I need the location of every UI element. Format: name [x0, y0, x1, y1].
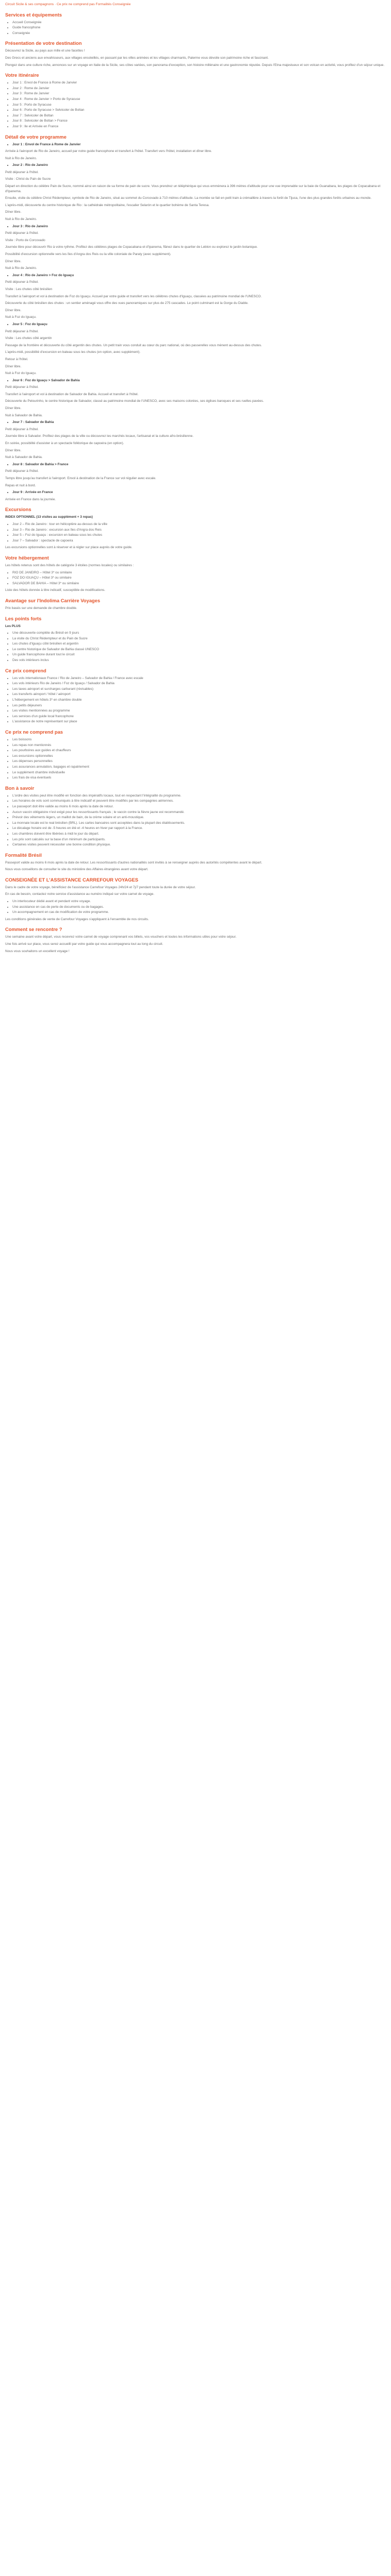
list-item: • FOZ DO IGUAÇU – Hôtel 3* ou similaire	[12, 575, 386, 581]
list-item: • Les pourboires aux guides et chauffeurs	[12, 748, 386, 753]
list-item: • Jour 5 : Porto de Syracuse	[12, 103, 386, 108]
list-item: • Les dépenses personnelles	[12, 759, 386, 764]
day-paragraph: Petit déjeuner à l'hôtel.	[5, 170, 39, 174]
hotels-note: Liste des hôtels donnée à titre indicatif, susceptible de modifications.	[5, 588, 105, 592]
page-intro: Circuit Sicile & ses compagnons · Ce prix ne comprend pas Formalités Conseignée	[5, 3, 131, 6]
conseil-list	[5, 899, 386, 915]
day-paragraph: Petit déjeuner à l'hôtel.	[5, 280, 39, 284]
day-heading-list	[5, 322, 386, 327]
day-paragraph: Passage de la frontière et découverte du côté argentin des chutes. Un petit train vous conduit au cœur du parc national, où des passerelles vous mènent au-dessus des chutes.	[5, 343, 262, 347]
day-block	[5, 273, 386, 320]
excursions-title: Excursions	[5, 506, 31, 513]
list-item: • Une découverte complète du Brésil en 9 jours	[12, 631, 386, 636]
excursions-intro: INDEX OPTIONNEL (13 visites au supplément + 3 repas)	[5, 515, 93, 519]
list-item: • Guide francophone	[12, 25, 386, 30]
list-item: • Le décalage horaire est de -5 heures en été et -4 heures en hiver par rapport à la France.	[12, 826, 386, 831]
list-item: • Conseignée	[12, 31, 386, 36]
day-paragraph: Dîner libre.	[5, 210, 22, 214]
list-item: • La monnaie locale est le real brésilien (BRL). Les cartes bancaires sont acceptées dans la plupart des établissements.	[12, 821, 386, 826]
day-paragraph: Journée libre pour découvrir Rio à votre rythme. Profitez des célèbres plages de Copacabana et d'Ipanema, flânez dans le quartier de Leblon ou explorez le jardin botanique.	[5, 245, 258, 249]
conseil-note: Les conditions générales de vente de Carrefour Voyages s'appliquent à l'ensemble de nos circuits.	[5, 917, 149, 921]
list-item: • Jour 7 : Selvicoler de Boltan	[12, 113, 386, 118]
list-item: • Les prix sont calculés sur la base d'un minimum de participants.	[12, 837, 386, 842]
day-block	[5, 378, 386, 418]
list-item: • RIO DE JANEIRO – Hôtel 3* ou similaire	[12, 570, 386, 575]
day-paragraph: Arrivée à l'aéroport de Rio de Janeiro, accueil par notre guide francophone et transfert à l'hôtel. Transfert vers l'hôtel, installation et dîner libre.	[5, 149, 212, 154]
day-paragraph: Petit déjeuner à l'hôtel.	[5, 231, 39, 235]
list-item: • SALVADOR DE BAHIA – Hôtel 3* ou similaire	[12, 581, 386, 586]
list-item: • Les petits déjeuners	[12, 703, 386, 708]
paragraph: Découvrez la Sicile, au pays aux mille et une facettes !	[5, 49, 85, 53]
presentation-title: Présentation de votre destination	[5, 40, 82, 46]
day-paragraph: Petit déjeuner à l'hôtel.	[5, 385, 39, 389]
list-item: • Les excursions optionnelles	[12, 754, 386, 759]
list-item: • Jour 5 – Foz do Iguaçu : excursion en bateau sous les chutes	[12, 533, 386, 538]
day-paragraph: En soirée, possibilité d'assister à un spectacle folklorique de capoeira (en option).	[5, 442, 124, 446]
day-heading: • Jour 5 : Foz do Iguaçu	[12, 322, 386, 327]
day-paragraph: Visite : Porto de Corcovado	[5, 238, 45, 242]
included-list	[5, 676, 386, 724]
list-item: • L'hébergement en hôtels 3* en chambre double	[12, 698, 386, 703]
page	[0, 0, 391, 966]
day-heading: • Jour 9 : Arrivée en France	[12, 490, 386, 495]
day-paragraph: Nuit à Rio de Janeiro.	[5, 156, 37, 160]
day-paragraph: Dîner libre.	[5, 364, 22, 368]
hotels-intro: Les hôtels retenus sont des hôtels de catégorie 3 étoiles (normes locales) ou similaires :	[5, 563, 134, 567]
day-block	[5, 490, 386, 502]
day-heading-list	[5, 142, 386, 147]
list-item: • Les horaires de vols sont communiqués à titre indicatif et peuvent être modifiés par les compagnies aériennes.	[12, 799, 386, 804]
list-item: • Les repas non mentionnés	[12, 743, 386, 748]
day-paragraph: Nuit à Foz do Iguaçu.	[5, 315, 37, 319]
days-container	[5, 142, 386, 502]
conseil-p1: Dans le cadre de votre voyage, bénéficiez de l'assistance Carrefour Voyages 24h/24 et 7j/7 pendant toute la durée de votre séjour.	[5, 885, 196, 889]
list-item: • Le passeport doit être valide au moins 6 mois après la date de retour.	[12, 804, 386, 809]
included-title: Ce prix comprend	[5, 667, 46, 673]
day-block	[5, 322, 386, 376]
day-paragraph: Nuit à Rio de Janeiro.	[5, 266, 37, 270]
day-paragraph: Transfert à l'aéroport et vol à destination de Salvador de Bahia. Accueil et transfert à l'hôtel.	[5, 392, 139, 396]
day-paragraph: Ensuite, visite du célèbre Christ Rédempteur, symbole de Rio de Janeiro, situé au sommet du Corcovado à 710 mètres d'altitude. La montée se fait en petit train à crémaillère à travers la forêt de Tijuca, l'une des plus grandes forêts urbaines au monde.	[5, 196, 372, 200]
hotels-list	[5, 570, 386, 586]
list-item: • Jour 4 : Rome de Janvier > Porto de Syracuse	[12, 97, 386, 102]
list-item: • Aucun vaccin obligatoire n'est exigé pour les ressortissants français ; le vaccin contre la fièvre jaune est recommandé.	[12, 810, 386, 815]
conseil-title: CONSEIGNÉE ET L'ASSISTANCE CARREFOUR VOYAGES	[5, 876, 138, 883]
list-item: • Les taxes aéroport et surcharges carburant (révisables)	[12, 687, 386, 692]
formalites-title: Formalité Brésil	[5, 852, 42, 858]
paragraph: Des Grecs et anciens aux envahisseurs, aux villages ensoleillés, en passant par les villes animées et les villages charmants, Palerme vous dévoile son patrimoine riche et fascinant.	[5, 56, 269, 60]
list-item: • Accueil Conseignée	[12, 20, 386, 25]
list-item: • Jour 2 : Rome de Janvier	[12, 86, 386, 91]
day-block	[5, 420, 386, 460]
list-item: • Jour 8 : Selvicoler de Boltan > France	[12, 118, 386, 124]
day-heading-list	[5, 378, 386, 383]
list-item: • L'ordre des visites peut être modifié en fonction des impératifs locaux, tout en respectant l'intégralité du programme.	[12, 793, 386, 799]
day-heading: • Jour 7 : Salvador de Bahia	[12, 420, 386, 425]
day-heading: • Jour 3 : Rio de Janeiro	[12, 224, 386, 229]
day-paragraph: Petit déjeuner à l'hôtel.	[5, 469, 39, 473]
list-item: • Les vols internationaux France / Rio de Janeiro – Salvador de Bahia / France avec escale	[12, 676, 386, 681]
vols-text: Prix basés sur une demande de chambre double.	[5, 606, 77, 610]
day-paragraph: Visite : Les chutes côté argentin	[5, 336, 52, 341]
day-paragraph: Visite : Les chutes côté brésilien	[5, 287, 53, 291]
day-paragraph: Petit déjeuner à l'hôtel.	[5, 427, 39, 431]
detail-title: Détail de votre programme	[5, 133, 67, 140]
list-item: • Jour 6 : Porto de Syracuse > Selvicoler de Boltan	[12, 108, 386, 113]
comment-p2: Une fois arrivé sur place, vous serez accueilli par votre guide qui vous accompagnera tout au long du circuit.	[5, 942, 164, 946]
list-item: • Prévoir des vêtements légers, un maillot de bain, de la crème solaire et un anti-moustique.	[12, 815, 386, 820]
list-item: • Un interlocuteur dédié avant et pendant votre voyage.	[12, 899, 386, 904]
day-paragraph: Dîner libre.	[5, 448, 22, 452]
day-paragraph: Nuit à Foz do Iguaçu.	[5, 371, 37, 376]
list-item: • Les vols intérieurs Rio de Janeiro / Foz do Iguaçu / Salvador de Bahia	[12, 681, 386, 686]
day-paragraph: Repas et nuit à bord.	[5, 483, 36, 487]
formalites-text2: Nous vous conseillons de consulter le site du ministère des Affaires étrangères avant votre départ.	[5, 868, 149, 872]
bonasavoir-title: Bon à savoir	[5, 785, 35, 791]
vols-title: Avantage sur l'Indolima Carrière Voyages	[5, 597, 101, 603]
day-paragraph: L'après-midi, possibilité d'excursion en bateau sous les chutes (en option, avec supplément).	[5, 350, 141, 354]
day-paragraph: L'après-midi, découverte du centre historique de Rio : la cathédrale métropolitaine, l'escalier Selarón et le quartier bohème de Santa Teresa.	[5, 203, 209, 207]
day-paragraph: Dîner libre.	[5, 406, 22, 411]
day-paragraph: Transfert à l'aéroport et vol à destination de Foz do Iguaçu. Accueil par votre guide et transfert vers les célèbres chutes d'Iguaçu, classées au patrimoine mondial de l'UNESCO.	[5, 294, 262, 298]
pointsforts-title: Les points forts	[5, 615, 42, 621]
list-item: • Jour 7 – Salvador : spectacle de capoeira	[12, 538, 386, 544]
day-paragraph: Temps libre jusqu'au transfert à l'aéroport. Envol à destination de la France sur vol régulier avec escale.	[5, 477, 156, 480]
day-heading: • Jour 4 : Rio de Janeiro > Foz do Iguaçu	[12, 273, 386, 278]
day-paragraph: Arrivée en France dans la journée.	[5, 497, 56, 501]
list-item: • Un accompagnement en cas de modification de votre programme.	[12, 910, 386, 915]
list-item: • Le centre historique de Salvador de Bahia classé UNESCO	[12, 647, 386, 652]
comment-p3: Nous vous souhaitons un excellent voyage !	[5, 949, 70, 953]
list-item: • Le supplément chambre individuelle	[12, 770, 386, 775]
day-paragraph: Nuit à Salvador de Bahia.	[5, 413, 43, 417]
list-item: • Jour 3 – Rio de Janeiro : excursion aux îles d'Angra dos Reis	[12, 528, 386, 533]
list-item: • Les frais de visa éventuels	[12, 775, 386, 781]
list-item: • L'assistance de notre représentant sur place	[12, 719, 386, 724]
conseil-p2: En cas de besoin, contactez notre service d'assistance au numéro indiqué sur votre carnet de voyage.	[5, 892, 154, 896]
day-paragraph: Possibilité d'excursion optionnelle vers les îles d'Angra dos Reis ou la ville coloniale de Paraty (avec supplément).	[5, 252, 171, 256]
day-paragraph: Départ en direction du célèbre Pain de Sucre, nommé ainsi en raison de sa forme de pain de sucre. Vous prendrez un téléphérique qui vous emmènera à 396 mètres d'altitude pour une vue imprenable sur la baie de Guanabara, les plages de Copacabana et d'Ipanema.	[5, 184, 381, 193]
list-item: • Un guide francophone durant tout le circuit	[12, 652, 386, 657]
excursions-list	[5, 522, 386, 543]
paragraph: Plongez dans une culture riche, annonces sur un voyage en Italie de la Sicile, ses côtes variées, son panorama d'exception, son histoire millénaire et une gastronomie réputée. Depuis l'Etna majestueux et son volcan en activité, vous profitez d'un séjour unique.	[5, 63, 385, 67]
day-paragraph: Retour à l'hôtel.	[5, 357, 28, 361]
day-paragraph: Dîner libre.	[5, 308, 22, 312]
list-item: • Les services d'un guide local francophone	[12, 714, 386, 719]
day-paragraph: Nuit à Rio de Janeiro.	[5, 217, 37, 222]
itinerary-list	[5, 80, 386, 129]
notincluded-title: Ce prix ne comprend pas	[5, 729, 63, 735]
day-heading: • Jour 8 : Salvador de Bahia > France	[12, 462, 386, 467]
day-heading-list	[5, 462, 386, 467]
day-block	[5, 224, 386, 271]
day-paragraph: Découverte du Pelourinho, le centre historique de Salvador, classé au patrimoine mondial de l'UNESCO, avec ses maisons colorées, ses églises baroques et ses ruelles pavées.	[5, 399, 264, 403]
list-item: • La visite du Christ Rédempteur et du Pain de Sucre	[12, 636, 386, 641]
list-item: • Des vols intérieurs inclus	[12, 658, 386, 663]
comment-title: Comment se rencontre ?	[5, 926, 62, 933]
day-heading-list	[5, 273, 386, 278]
day-heading: • Jour 6 : Foz do Iguaçu > Salvador de Bahia	[12, 378, 386, 383]
list-item: • Jour 9 : Ile et Arrivée en France	[12, 124, 386, 129]
list-item: • Une assistance en cas de perte de documents ou de bagages.	[12, 905, 386, 910]
formalites-text: Passeport valide au moins 6 mois après la date de retour. Les ressortissants d'autres nationalités sont invités à se renseigner auprès des autorités compétentes avant le départ.	[5, 860, 263, 865]
hotels-title: Votre hébergement	[5, 554, 49, 561]
list-item: • Les chutes d'Iguaçu côté brésilien et argentin	[12, 641, 386, 647]
excursions-note: Les excursions optionnelles sont à réserver et à régler sur place auprès de votre guide.	[5, 546, 133, 550]
day-heading-list	[5, 420, 386, 425]
notincluded-list	[5, 737, 386, 781]
day-paragraph: Nuit à Salvador de Bahia.	[5, 455, 43, 460]
list-item: • Les visites mentionnées au programme	[12, 708, 386, 714]
itinerary-title: Votre itinéraire	[5, 72, 39, 78]
list-item: • Les chambres doivent être libérées à midi le jour du départ.	[12, 832, 386, 837]
day-paragraph: Dîner libre.	[5, 259, 22, 263]
list-item: • Les transferts aéroport / hôtel / aéroport	[12, 692, 386, 697]
day-heading-list	[5, 490, 386, 495]
bonasavoir-list	[5, 793, 386, 848]
pointsforts-intro: Les PLUS	[5, 624, 21, 628]
day-heading: • Jour 2 : Rio de Janeiro	[12, 163, 386, 168]
list-item: • Jour 3 : Rome de Janvier	[12, 91, 386, 96]
day-paragraph: Petit déjeuner à l'hôtel.	[5, 329, 39, 333]
day-block	[5, 163, 386, 222]
pointsforts-list	[5, 631, 386, 663]
day-block	[5, 462, 386, 488]
list-item: • Jour 1 : Envol de France à Rome de Janvier	[12, 80, 386, 86]
day-heading: • Jour 1 : Envol de France à Rome de Janvier	[12, 142, 386, 147]
list-item: • Les assurances annulation, bagages et rapatriement	[12, 765, 386, 770]
day-paragraph: Journée libre à Salvador. Profitez des plages de la ville ou découvrez les marchés locaux, l'artisanat et la culture afro-brésilienne.	[5, 434, 193, 438]
day-paragraph: Visite : Christ du Pain de Sucre	[5, 177, 51, 181]
list-item: • Les boissons	[12, 737, 386, 742]
day-paragraph: Découverte du côté brésilien des chutes : un sentier aménagé vous offre des vues panoramiques sur plus de 275 cascades. Le point culminant est la Gorge du Diable.	[5, 301, 249, 306]
day-heading-list	[5, 163, 386, 168]
day-block	[5, 142, 386, 161]
services-list	[5, 20, 386, 36]
services-title: Services et équipements	[5, 11, 62, 18]
comment-p1: Une semaine avant votre départ, vous recevrez votre carnet de voyage comprenant vos billets, vos vouchers et toutes les informations utiles pour votre séjour.	[5, 935, 237, 939]
list-item: • Jour 2 – Rio de Janeiro : tour en hélicoptère au-dessus de la ville	[12, 522, 386, 527]
list-item: • Certaines visites peuvent nécessiter une bonne condition physique.	[12, 842, 386, 848]
day-heading-list	[5, 224, 386, 229]
